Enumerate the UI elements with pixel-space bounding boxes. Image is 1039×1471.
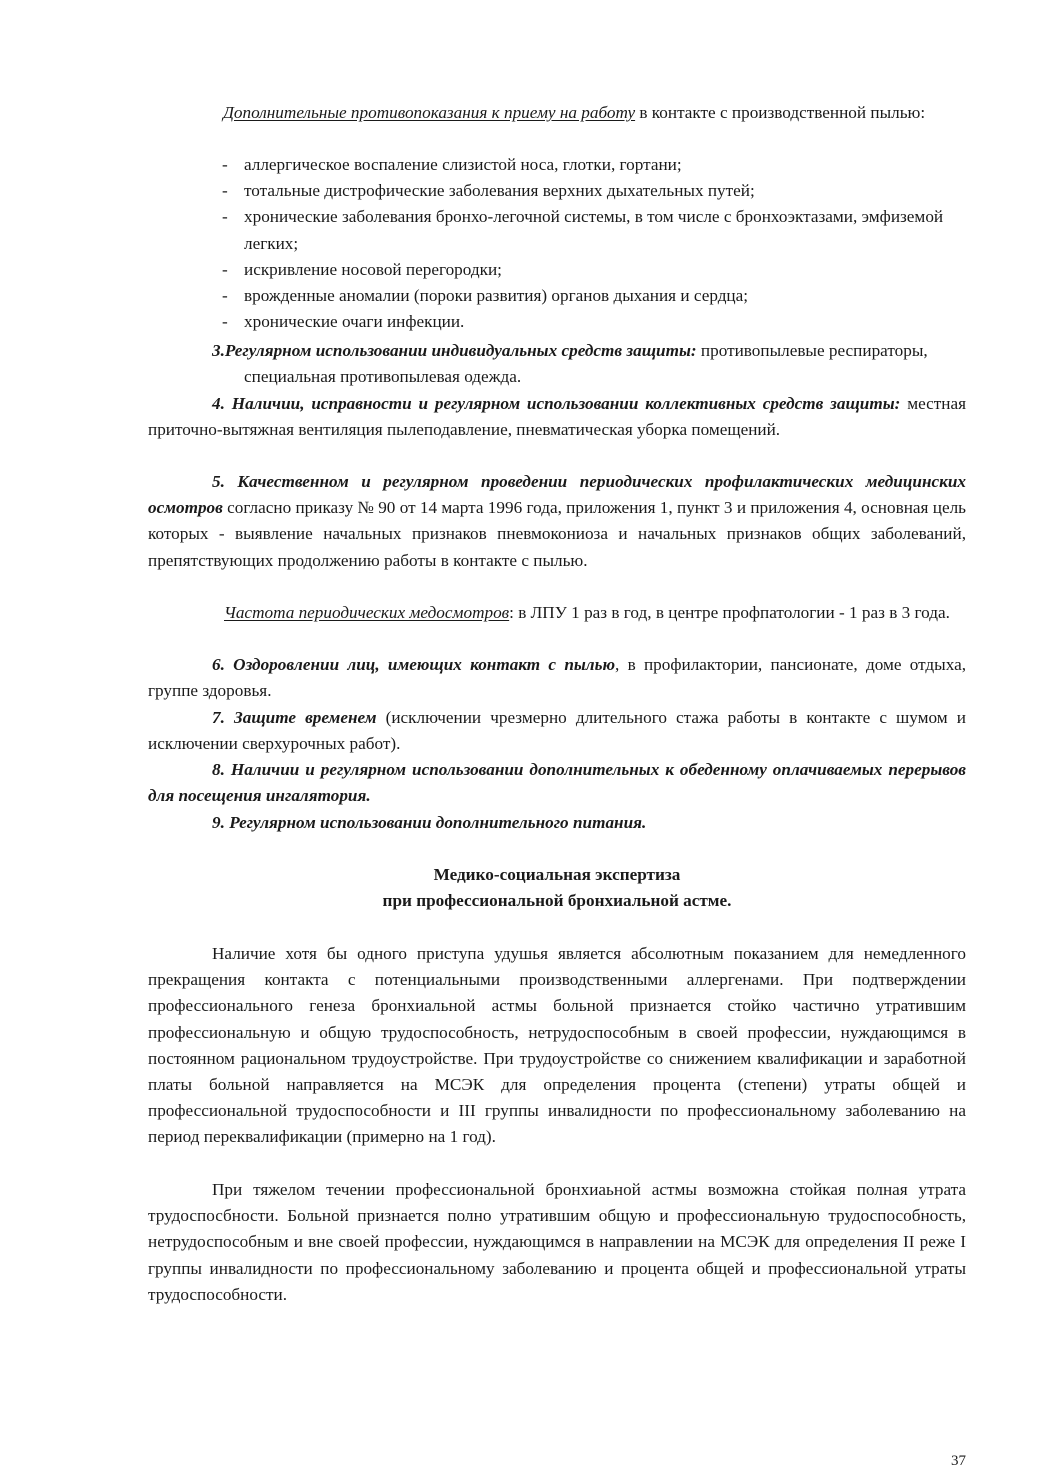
section-paragraph-2: При тяжелом течении профессиональной бронхиаьной астмы возможна стойкая полная утрата трудоспосбности. Больной признается полно утратившим общую и профессиональную трудоспособность, нетрудоспособным и вне своей профессии, нуждающимся в направлении на МСЭК для определения II реже I группы инвалидности по профессиональному заболеванию и процента общей и профессиональной утраты трудоспособности. bbox=[148, 1180, 966, 1304]
checkup-frequency bbox=[148, 600, 966, 626]
item-3 bbox=[212, 338, 998, 390]
item-7 bbox=[148, 705, 966, 757]
item-7-text: (исключении чрезмерно длительного стажа работы в контакте с шумом и исключении сверхурочных работ). bbox=[148, 708, 966, 754]
section-paragraph-1: Наличие хотя бы одного приступа удушья является абсолютным показанием для немедленного прекращения контакта с потенциальными производственными аллергенами. При подтверждении профессионального генеза бронхиальной астмы больной признается стойко частично утратившим профессиональную и общую трудоспособность, нетрудоспособным в своей профессии, нуждающимся в постоянном рациональном трудоустройстве. При трудоустройстве со снижением квалификации и заработной платы больной направляется на МСЭК для определения процента (степени) утраты общей и профессиональной трудоспособности и III группы инвалидности по профессиональному заболеванию на период переквалификации (примерно на 1 год). bbox=[148, 944, 966, 1147]
item-6-heading: 6. Оздоровлении лиц, имеющих контакт с пылью bbox=[212, 655, 616, 674]
item-4-text: местная приточно-вытяжная вентиляция пылеподавление, пневматическая уборка помещений. bbox=[148, 394, 966, 440]
section-heading bbox=[148, 862, 966, 914]
list-item: - искривление носовой перегородки; bbox=[222, 257, 966, 283]
item-4 bbox=[148, 391, 966, 443]
item-6-text: , в профилактории, пансионате, доме отдыха, группе здоровья. bbox=[148, 655, 966, 701]
contraindications-intro bbox=[148, 100, 966, 126]
list-item: - хронические очаги инфекции. bbox=[222, 309, 966, 335]
section-heading-line-1: Медико-социальная экспертиза bbox=[433, 865, 681, 884]
item-6 bbox=[148, 652, 966, 704]
item-7-heading: 7. Защите временем bbox=[212, 708, 377, 727]
page-number: 37 bbox=[951, 1453, 966, 1469]
list-item: - хронические заболевания бронхо-легочной системы, в том числе с бронхоэктазами, эмфиземой легких; bbox=[222, 204, 966, 256]
item-8-heading: 8. Наличии и регулярном использовании дополнительных к обеденному оплачиваемых перерывов для посещения ингалятория. bbox=[148, 760, 966, 806]
item-3-text: противопылевые респираторы, специальная противопылевая одежда. bbox=[244, 341, 928, 387]
list-item: - тотальные дистрофические заболевания верхних дыхательных путей; bbox=[222, 178, 966, 204]
section-heading-line-2: при профессиональной бронхиальной астме. bbox=[382, 891, 732, 911]
item-8 bbox=[148, 757, 966, 809]
item-4-heading: 4. Наличии, исправности и регулярном использовании коллективных средств защиты: bbox=[212, 394, 901, 413]
list-item: - врожденные аномалии (пороки развития) органов дыхания и сердца; bbox=[222, 283, 966, 309]
item-9 bbox=[148, 810, 966, 836]
checkup-frequency-text: : в ЛПУ 1 раз в год, в центре профпатологии - 1 раз в 3 года. bbox=[509, 603, 950, 622]
item-5 bbox=[148, 469, 966, 574]
contraindications-text: в контакте с производственной пылью: bbox=[635, 103, 926, 122]
item-5-heading: 5. Качественном и регулярном проведении периодических профилактических медицинских осмотров bbox=[148, 472, 966, 518]
contraindications-title: Дополнительные противопоказания к приему на работу bbox=[223, 103, 636, 122]
checkup-frequency-title: Частота периодических медосмотров bbox=[224, 603, 510, 622]
item-3-heading: 3.Регулярном использовании индивидуальных средств защиты: bbox=[212, 341, 697, 360]
contraindications-list bbox=[222, 152, 966, 335]
item-5-text: согласно приказу № 90 от 14 марта 1996 года, приложения 1, пункт 3 и приложения 4, основная цель которых - выявление начальных признаков пневмокониоза и начальных признаков общих заболеваний, препятствующих продолжению работы в контакте с пылью. bbox=[148, 498, 966, 570]
item-9-heading: 9. Регулярном использовании дополнительного питания. bbox=[212, 813, 647, 832]
list-item: - аллергическое воспаление слизистой носа, глотки, гортани; bbox=[222, 152, 966, 178]
